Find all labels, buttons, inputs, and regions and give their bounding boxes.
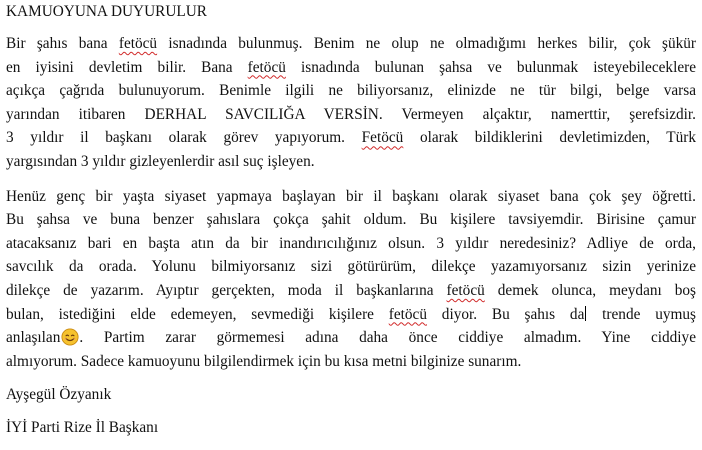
- misspelled-word[interactable]: fetöcü: [388, 305, 427, 323]
- text-line: 3 yıldır il başkanı olarak görev yapıyorum. Fetöcü olarak bildiklerini devletimizden, Türk: [6, 129, 696, 147]
- text-line: savcılık da orada. Yolunu bilmiyorsanız sizi götürürüm, dilekçe yazamıyorsanız sizin yerinize: [6, 258, 696, 276]
- text-line: açıkça çağrıda bulunuyorum. Benimle ilgili ne biliyorsanız, elinizde ne tür bilgi, belge varsa: [6, 82, 696, 100]
- text-line: Bir şahıs bana fetöcü isnadında bulunmuş. Benim ne olup ne olmadığımı herkes bilir, çok şükür: [6, 35, 696, 52]
- misspelled-word[interactable]: fetöcü: [118, 35, 158, 52]
- document-page: [6, 1, 696, 450]
- paragraph-1: [6, 32, 696, 174]
- signature-title: İYİ Parti Rize İl Başkanı: [6, 419, 159, 437]
- text-line: anlaşılan . Partim zarar görmemesi adına daha önce ciddiye almadım. Yine ciddiye: [6, 329, 696, 347]
- text-line: en iyisini devletim bilir. Bana fetöcü isnadında bulunan şahsa ve bulunmak isteyebileceklere: [6, 58, 696, 76]
- text-line: bulan, istediğini elde edemeyen, sevmediği kişilere fetöcü diyor. Bu şahıs da trende uymuş: [6, 305, 696, 323]
- text-line: almıyorum. Sadece kamuoyunu bilgilendirmek için bu kısa metni bilginize sunarım.: [6, 352, 522, 370]
- document-title: KAMUOYUNA DUYURULUR: [6, 3, 207, 20]
- misspelled-word[interactable]: fetöcü: [247, 58, 286, 76]
- text-line: yargısından 3 yıldır gizleyenlerdir asıl suç işleyen.: [6, 152, 315, 170]
- misspelled-word[interactable]: fetöcü: [446, 281, 485, 299]
- text-line: yarından itibaren DERHAL SAVCILIĞA VERSİN. Vermeyen alçaktır, namerttir, şerefsizdir.: [6, 105, 696, 123]
- text-line: atacaksanız bari en başta atın da bir inandırıcılığınız olsun. 3 yıldır neredesiniz? Adliye de orda,: [6, 234, 696, 252]
- text-line: dilekçe de yazarım. Ayıptır gerçekten, moda il başkanlarına fetöcü demek olunca, meydanı boş: [6, 281, 697, 299]
- smiling-face-icon: [61, 328, 79, 346]
- signature-name: Ayşegül Özyanık: [6, 386, 112, 404]
- text-line: Bu şahsa ve buna benzer şahıslara çokça şahit oldum. Bu kişilere tavsiyemdir. Birisine çamur: [6, 211, 696, 229]
- misspelled-word[interactable]: Fetöcü: [361, 129, 404, 147]
- text-line: Henüz genç bir yaşta siyaset yapmaya başlayan bir il başkanı olarak siyaset bana çok şey öğretti.: [6, 187, 696, 205]
- paragraph-2: [6, 185, 696, 374]
